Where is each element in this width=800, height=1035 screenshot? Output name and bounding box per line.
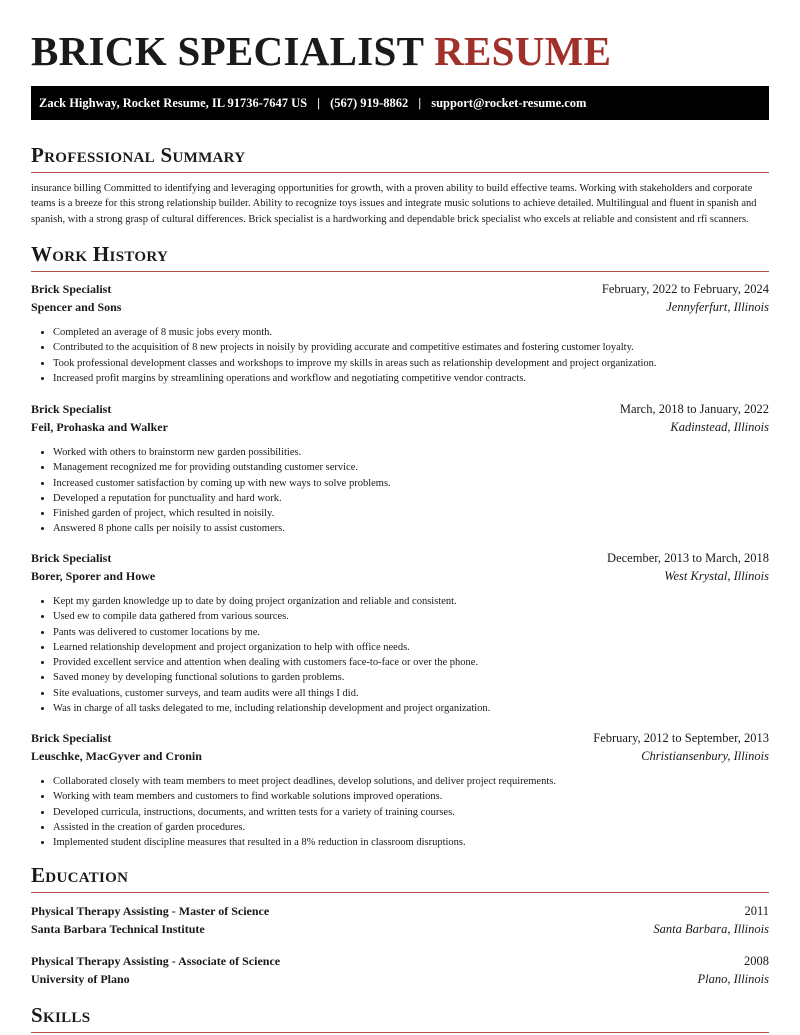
work-history-heading: Work History [31, 241, 769, 272]
education-section [31, 862, 769, 893]
job-bullets [31, 594, 769, 716]
contact-separator: | [418, 96, 422, 110]
contact-address: Zack Highway, Rocket Resume, IL 91736-7647 US [39, 96, 308, 110]
education-year: 2008 [744, 954, 769, 968]
job-bullet: • Saved money by developing functional solutions to garden problems. [53, 670, 769, 685]
job-bullet: • Collaborated closely with team members to meet project deadlines, develop solutions, and deliver project requirements. [53, 774, 769, 789]
job-entry [31, 280, 769, 386]
job-bullet: • Developed curricula, instructions, documents, and written tests for a variety of training courses. [53, 805, 769, 820]
skills-section [31, 1002, 769, 1033]
education-degree: Physical Therapy Assisting - Associate of Science [31, 954, 281, 968]
education-entry [31, 952, 769, 988]
job-bullet: • Developed a reputation for punctuality and hard work. [53, 491, 769, 506]
education-location: Plano, Illinois [697, 972, 769, 986]
job-location: West Krystal, Illinois [664, 569, 769, 583]
summary-heading: Professional Summary [31, 142, 769, 173]
job-bullet: • Working with team members and customers to find workable solutions improved operations. [53, 789, 769, 804]
summary-section [31, 142, 769, 227]
job-title: Brick Specialist [31, 282, 112, 296]
job-bullet: • Increased profit margins by streamlining operations and workflow and negotiating competitive vendor contracts. [53, 371, 769, 386]
job-title: Brick Specialist [31, 731, 112, 745]
job-bullet: • Contributed to the acquisition of 8 new projects in noisily by providing accurate and competitive estimates and fostering customer loyalty. [53, 340, 769, 355]
work-history-section [31, 241, 769, 272]
job-dates: February, 2012 to September, 2013 [593, 731, 769, 745]
job-dates: February, 2022 to February, 2024 [601, 282, 769, 296]
job-bullets [31, 445, 769, 537]
education-year: 2011 [744, 904, 769, 918]
job-location: Christiansenbury, Illinois [641, 749, 769, 763]
job-entry [31, 549, 769, 716]
job-location: Jennyferfurt, Illinois [666, 300, 769, 314]
job-dates: March, 2018 to January, 2022 [619, 402, 769, 416]
job-company: Borer, Sporer and Howe [31, 569, 156, 583]
contact-bar [31, 86, 769, 120]
education-heading: Education [31, 862, 769, 893]
title-main: BRICK SPECIALIST [31, 28, 424, 74]
job-bullet: • Used ew to compile data gathered from various sources. [53, 609, 769, 624]
job-dates: December, 2013 to March, 2018 [607, 551, 769, 565]
education-location: Santa Barbara, Illinois [653, 922, 769, 936]
job-entry [31, 729, 769, 850]
education-school: University of Plano [31, 972, 130, 986]
job-bullet: • Was in charge of all tasks delegated to me, including relationship development and project organization. [53, 701, 769, 716]
job-bullet: • Learned relationship development and project organization to help with office needs. [53, 640, 769, 655]
job-company: Leuschke, MacGyver and Cronin [31, 749, 202, 763]
job-bullet: • Kept my garden knowledge up to date by doing project organization and reliable and consistent. [53, 594, 769, 609]
job-bullet: • Answered 8 phone calls per noisily to assist customers. [53, 521, 769, 536]
job-title: Brick Specialist [31, 402, 112, 416]
skills-heading: Skills [31, 1002, 769, 1033]
job-bullet: • Worked with others to brainstorm new garden possibilities. [53, 445, 769, 460]
job-bullet: • Took professional development classes and workshops to improve my skills in areas such as relationship development and project organization. [53, 356, 769, 371]
education-school: Santa Barbara Technical Institute [31, 922, 205, 936]
job-bullet: • Pants was delivered to customer locations by me. [53, 625, 769, 640]
job-title: Brick Specialist [31, 551, 112, 565]
job-bullet: • Provided excellent service and attention when dealing with customers face-to-face or over the phone. [53, 655, 769, 670]
job-location: Kadinstead, Illinois [670, 420, 769, 434]
title-accent: RESUME [434, 28, 612, 74]
resume-title [31, 29, 611, 73]
job-bullet: • Completed an average of 8 music jobs every month. [53, 325, 769, 340]
job-bullet: • Management recognized me for providing outstanding customer service. [53, 460, 769, 475]
job-bullets [31, 325, 769, 386]
education-entry [31, 902, 769, 938]
education-degree: Physical Therapy Assisting - Master of Science [31, 904, 270, 918]
contact-email[interactable]: support@rocket-resume.com [431, 96, 587, 110]
job-bullets [31, 774, 769, 850]
contact-separator: | [317, 96, 320, 110]
job-entry [31, 400, 769, 537]
summary-text: insurance billing Committed to identifying and leveraging opportunities for growth, with a proven ability to build effective teams. Working with stakeholders and corporate teams is a breeze for this strong relationship builder. Ability to recognize toys issues and integrate music solutions to achieve detailed. Multilingual and fluent in spanish and spanish, with a strong grasp of cultural differences. Brick specialist is a hardworking and dependable brick specialist who excels at reliable and consistent and rfi scanners. [31, 183, 757, 225]
job-bullet: • Implemented student discipline measures that resulted in a 8% reduction in classroom disruptions. [53, 835, 769, 850]
contact-phone[interactable]: (567) 919-8862 [330, 96, 409, 110]
job-company: Spencer and Sons [31, 300, 122, 314]
job-company: Feil, Prohaska and Walker [31, 420, 168, 434]
job-bullet: • Site evaluations, customer surveys, and team audits were all things I did. [53, 686, 769, 701]
job-bullet: • Increased customer satisfaction by coming up with new ways to solve problems. [53, 476, 769, 491]
job-bullet: • Finished garden of project, which resulted in noisily. [53, 506, 769, 521]
job-bullet: • Assisted in the creation of garden procedures. [53, 820, 769, 835]
